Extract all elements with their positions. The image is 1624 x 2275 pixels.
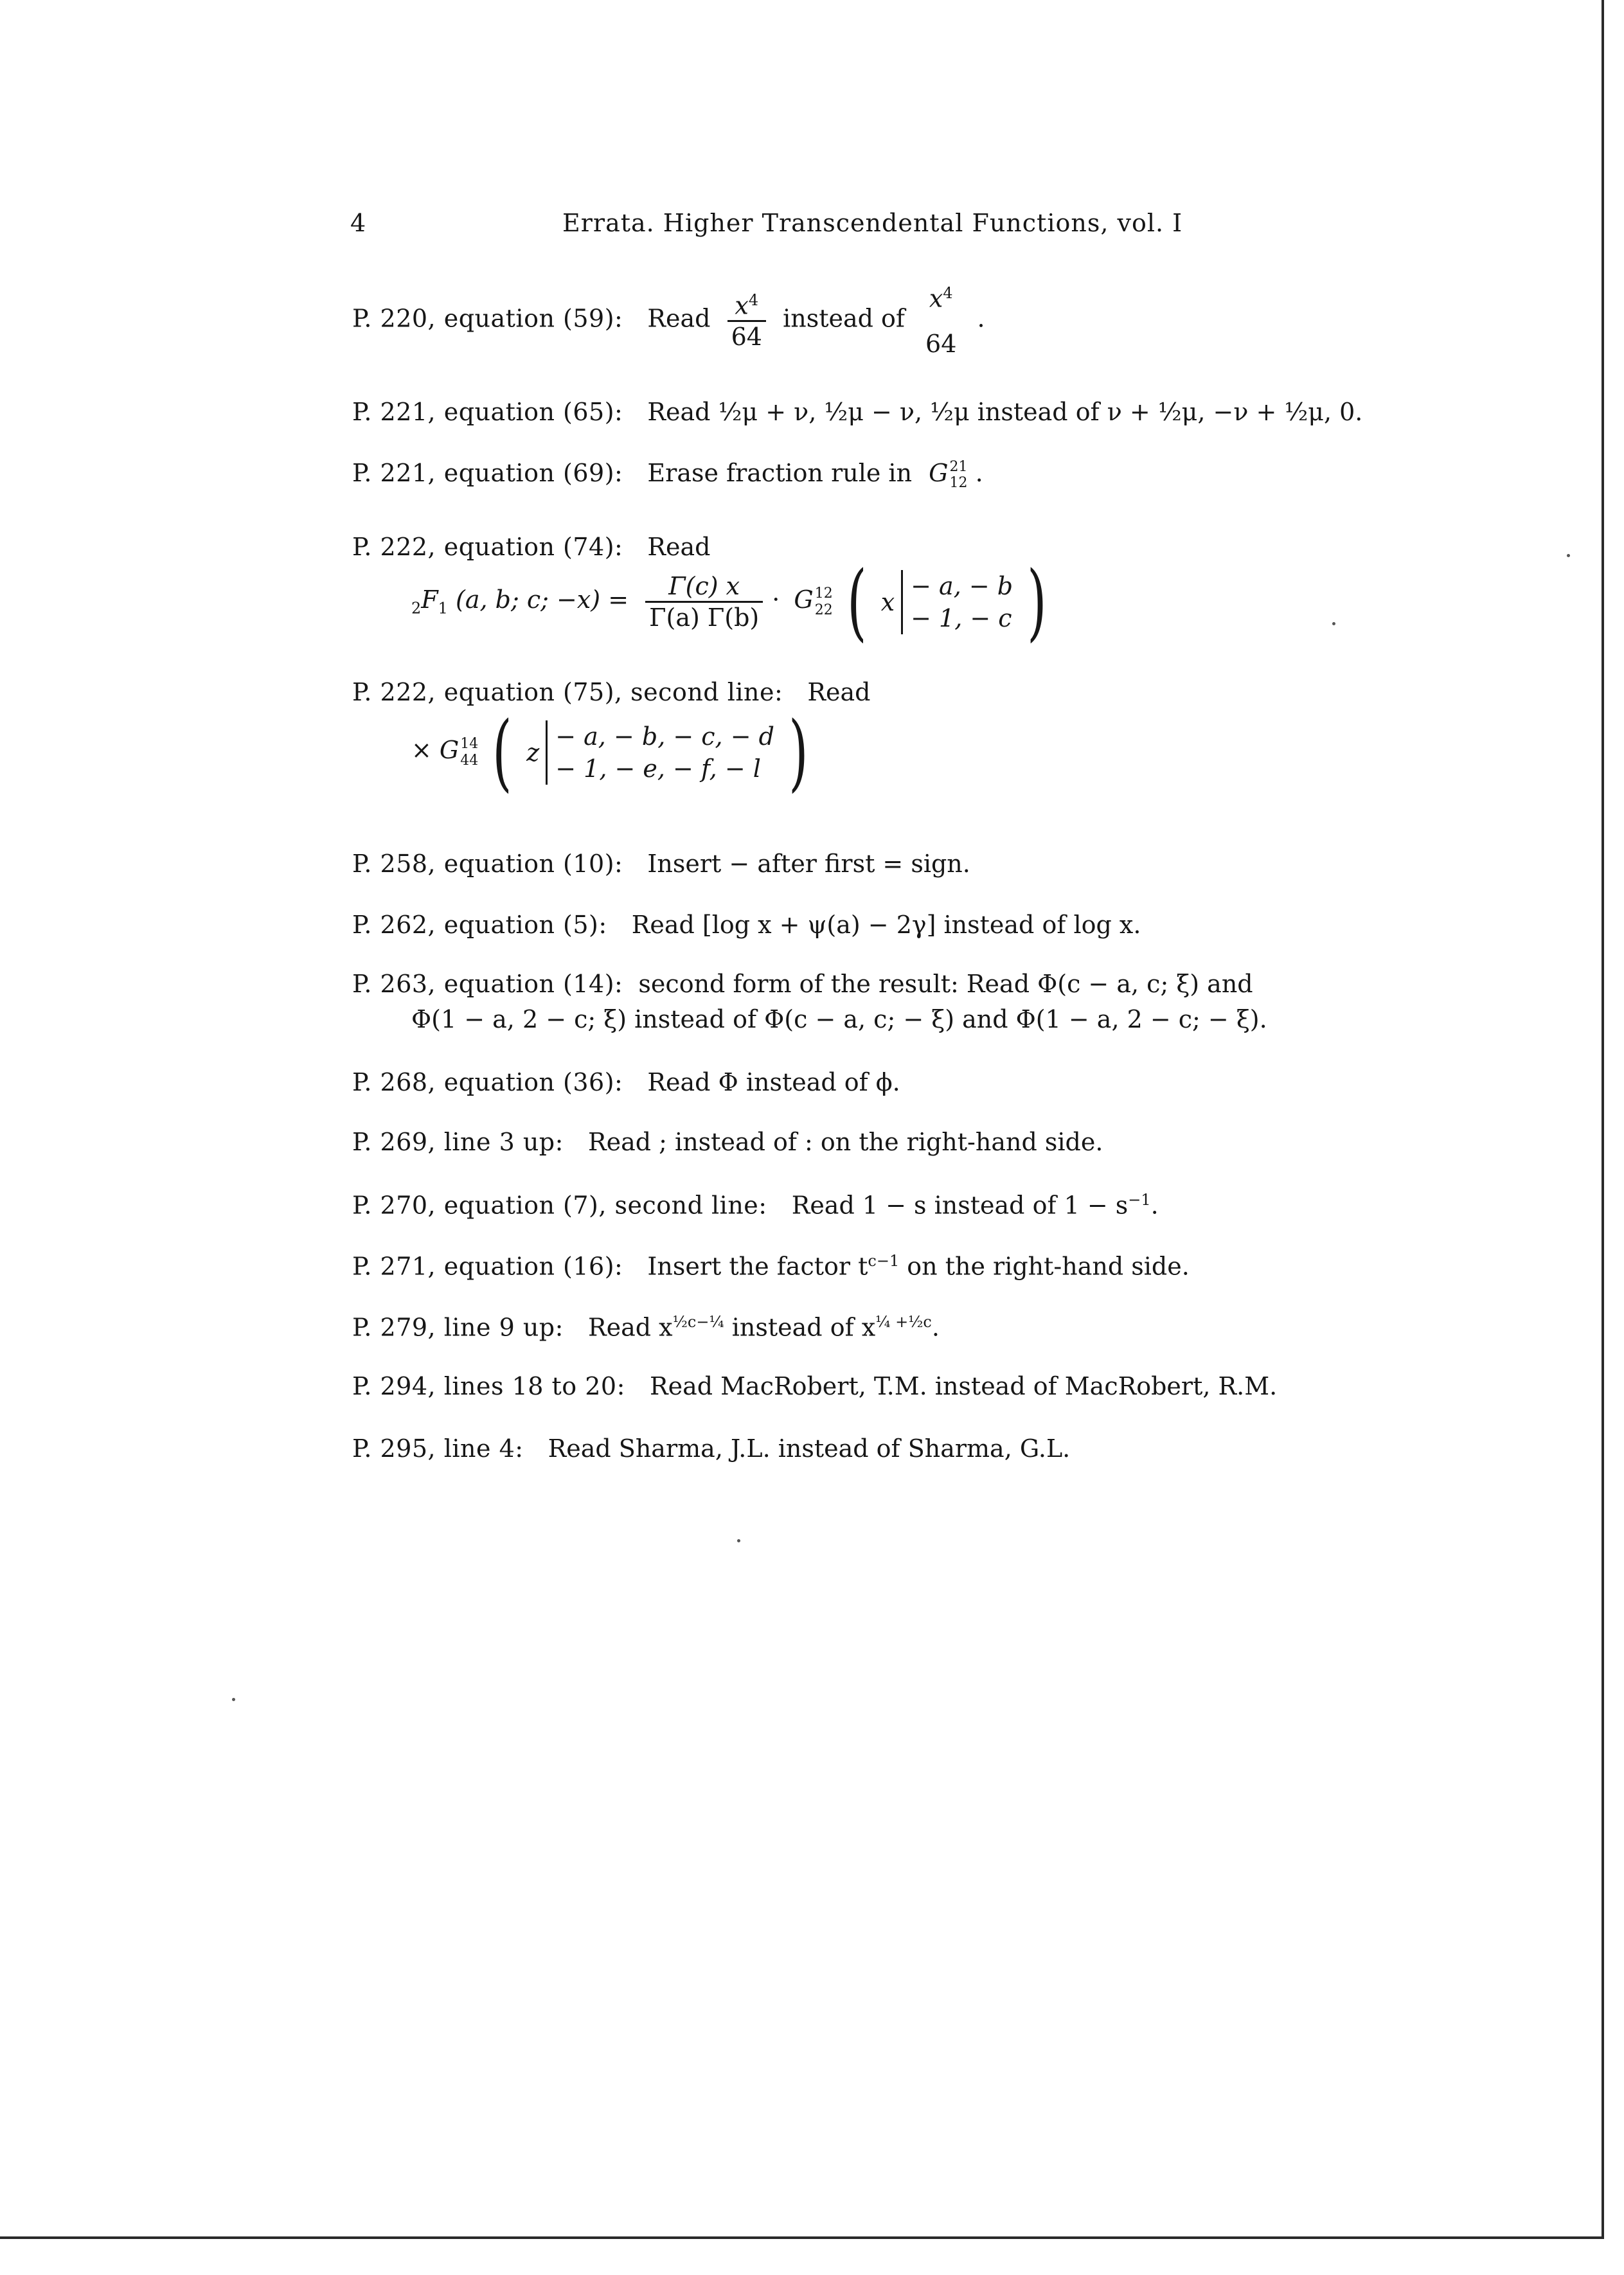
erratum-text: Read MacRobert, T.M. instead of MacRobert, R.M. [649, 1372, 1278, 1400]
erratum-p220 [352, 283, 1573, 359]
numerator: x [735, 291, 749, 320]
erratum-text: Read 1 − s instead of 1 − s [791, 1191, 1129, 1220]
erratum-text: Read x [588, 1313, 673, 1342]
erratum-p258 [352, 852, 1573, 876]
corrected-fraction [727, 290, 766, 352]
erratum-ref: P. 262, equation (5): [352, 911, 607, 939]
page-edge-right [1602, 0, 1604, 2236]
period: . [1150, 1191, 1159, 1220]
scan-speck [232, 1698, 235, 1701]
erratum-ref: P. 269, line 3 up: [352, 1128, 564, 1156]
g-subscript: 22 [814, 602, 833, 618]
scan-speck [737, 1539, 740, 1542]
right-paren: ) [1027, 553, 1047, 650]
exponent: 4 [748, 290, 759, 309]
g-subscript: 44 [460, 752, 479, 769]
g-function: G [794, 585, 814, 614]
erratum-ref: P. 263, equation (14): [352, 970, 623, 998]
g-subscript: 12 [949, 475, 968, 492]
equation-74 [411, 553, 1053, 650]
read-word: Read [647, 533, 711, 561]
erratum-p263 [352, 972, 1573, 996]
erratum-p221-65 [352, 400, 1573, 424]
lower-parameters: − 1, − c [911, 603, 1012, 632]
erratum-p270 [352, 1192, 1573, 1218]
erratum-text: second form of the result: Read Φ(c − a, c; ξ) and [638, 970, 1253, 998]
erratum-p222-75 [352, 680, 1573, 704]
erratum-ref: P. 268, equation (36): [352, 1068, 623, 1096]
left-paren: ( [847, 553, 867, 650]
erratum-text: Read ½μ + ν, ½μ − ν, ½μ instead of ν + ½μ, −ν + ½μ, 0. [647, 398, 1363, 426]
g-argument [526, 720, 774, 785]
erratum-ref: P. 222, equation (75), second line: [352, 678, 783, 706]
erratum-p268 [352, 1070, 1573, 1094]
erratum-text-tail: on the right-hand side. [899, 1252, 1190, 1281]
numerator: Γ(c) x [645, 571, 763, 603]
exponent: ½c−¼ [672, 1313, 724, 1331]
times-g-function: × G [411, 736, 460, 764]
erratum-p295 [352, 1436, 1573, 1461]
erratum-text: Read [log x + ψ(a) − 2γ] instead of log x. [631, 911, 1141, 939]
lower-parameters: − 1, − e, − f, − l [555, 754, 761, 783]
g-superscript: 12 [814, 585, 833, 602]
lhs-prefix: 2 [411, 599, 422, 618]
g-superscript: 21 [949, 459, 968, 475]
erratum-text: Insert − after first = sign. [647, 850, 970, 878]
instead-of: instead of [783, 304, 905, 333]
upper-parameters: − a, − b [911, 571, 1013, 600]
denominator: 64 [925, 329, 957, 358]
g-variable: z [526, 738, 540, 767]
period: . [975, 458, 983, 487]
erratum-ref: P. 271, equation (16): [352, 1252, 623, 1281]
running-head: Errata. Higher Transcendental Functions, vol. I [562, 209, 1183, 237]
erratum-ref: P. 258, equation (10): [352, 850, 623, 878]
page-number: 4 [350, 209, 366, 237]
erratum-text: Read Sharma, J.L. instead of Sharma, G.L. [548, 1434, 1071, 1463]
g-superscript: 14 [460, 736, 479, 753]
lhs-arguments: (a, b; c; −x) = [447, 585, 629, 614]
left-paren: ( [492, 703, 512, 801]
erratum-p279 [352, 1314, 1573, 1340]
erratum-p271 [352, 1253, 1573, 1279]
denominator: Γ(a) Γ(b) [649, 603, 760, 632]
erratum-p263-continued: Φ(1 − a, 2 − c; ξ) instead of Φ(c − a, c; − ξ) and Φ(1 − a, 2 − c; − ξ). [411, 1005, 1267, 1033]
exponent: 4 [943, 284, 953, 302]
right-paren: ) [789, 703, 808, 801]
erratum-p221-69 [352, 459, 1573, 492]
erratum-text: Read Φ instead of ϕ. [647, 1068, 900, 1096]
g-variable: x [880, 587, 895, 616]
erratum-text: Erase fraction rule in [647, 458, 913, 487]
erratum-p262 [352, 913, 1573, 937]
erratum-ref: P. 220, equation (59): [352, 304, 623, 333]
erratum-ref: P. 279, line 9 up: [352, 1313, 564, 1342]
exponent: ¼ +½c [875, 1313, 932, 1331]
erratum-ref: P. 221, equation (65): [352, 398, 623, 426]
erratum-text: Read ; instead of : on the right-hand side. [588, 1128, 1103, 1156]
hypergeometric-f: F [421, 585, 438, 614]
erratum-p222-74 [352, 535, 1573, 559]
lhs-subscript: 1 [438, 599, 448, 618]
erratum-text-middle: instead of x [724, 1313, 876, 1342]
numerator: x [929, 284, 943, 313]
erratum-p294 [352, 1374, 1573, 1398]
erratum-ref: P. 294, lines 18 to 20: [352, 1372, 625, 1400]
erratum-ref: P. 270, equation (7), second line: [352, 1191, 767, 1220]
period: . [977, 304, 985, 333]
equation-75 [411, 703, 815, 801]
g-function: G [929, 458, 949, 487]
original-fraction [922, 283, 960, 359]
read-word: Read [807, 678, 871, 706]
read-word: Read [647, 304, 711, 333]
exponent: −1 [1128, 1191, 1151, 1209]
exponent: c−1 [868, 1252, 900, 1270]
erratum-ref: P. 222, equation (74): [352, 533, 623, 561]
g-argument [881, 570, 1013, 634]
period: . [931, 1313, 940, 1342]
erratum-ref: P. 221, equation (69): [352, 458, 623, 487]
dot-operator: · [772, 585, 780, 614]
gamma-fraction [645, 571, 763, 632]
upper-parameters: − a, − b, − c, − d [555, 722, 774, 751]
erratum-text: Insert the factor t [647, 1252, 868, 1281]
erratum-ref: P. 295, line 4: [352, 1434, 524, 1463]
scan-speck [1332, 622, 1335, 625]
page-edge-bottom [0, 2236, 1604, 2239]
erratum-p269 [352, 1130, 1573, 1154]
denominator: 64 [731, 323, 762, 352]
